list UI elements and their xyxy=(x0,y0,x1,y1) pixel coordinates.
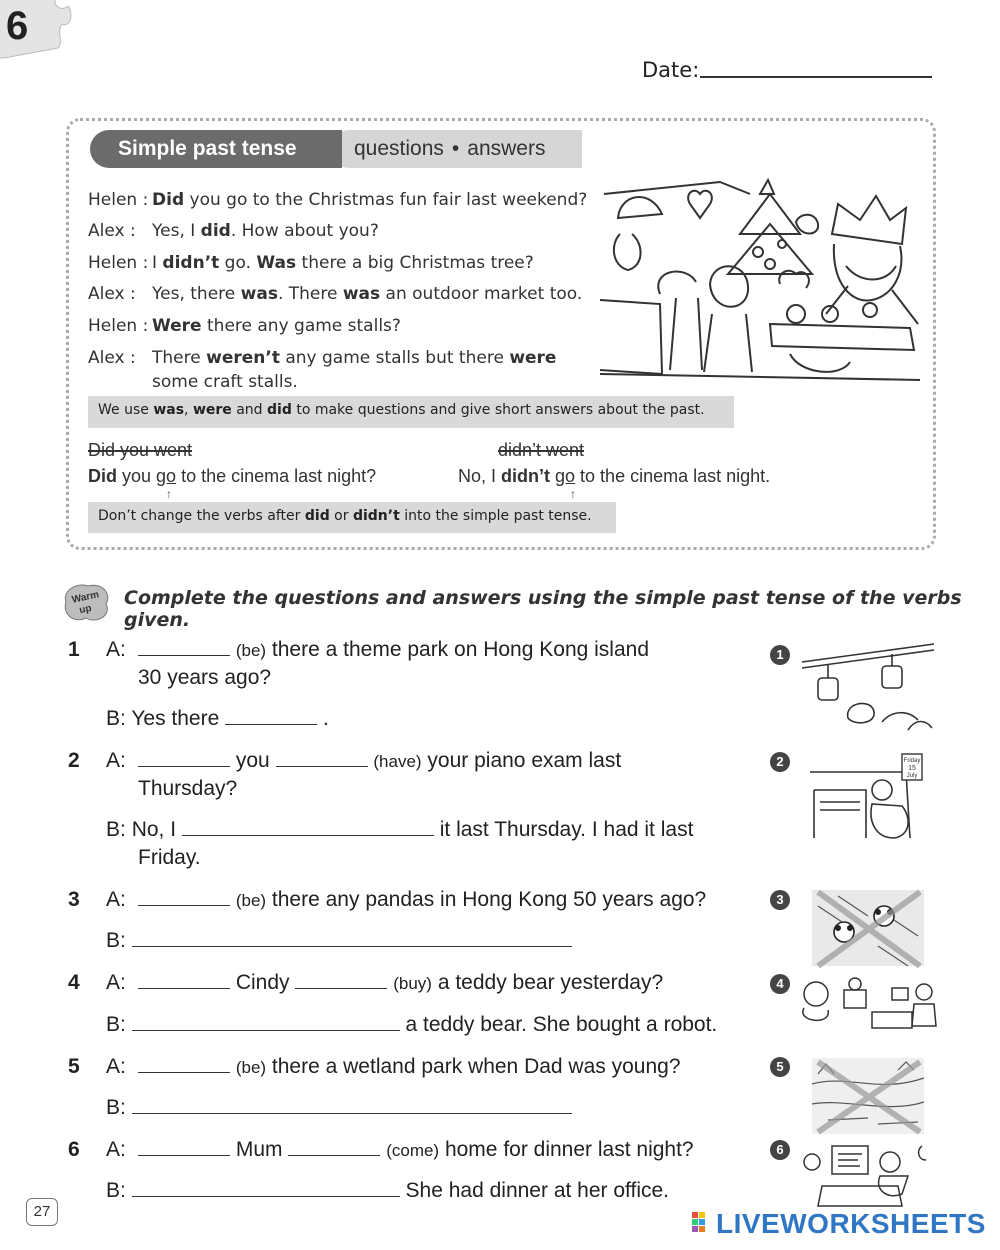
brand-wordmark[interactable]: LIVEWORKSHEETS xyxy=(716,1208,986,1239)
answer-blank[interactable] xyxy=(295,971,387,989)
dl-text: some craft stalls. xyxy=(152,371,298,392)
dl-bold: was xyxy=(240,284,278,305)
ex-underline: go xyxy=(156,466,177,486)
verb-hint: (have) xyxy=(373,752,422,771)
question-text: you xyxy=(235,749,270,772)
piano-exam-picture xyxy=(806,752,930,844)
dl-bold: Did xyxy=(152,189,185,210)
liveworksheets-logo-icon xyxy=(692,1212,712,1234)
dialogue-line xyxy=(88,342,608,394)
wetland-crossed-picture xyxy=(808,1054,932,1138)
question-number: 6 xyxy=(68,1138,80,1161)
b-label: B: xyxy=(106,929,126,952)
dl-text: . How about you? xyxy=(230,221,379,242)
ex-underline: go xyxy=(555,466,576,486)
answer-blank[interactable] xyxy=(138,638,230,656)
question-4-b xyxy=(106,1013,717,1037)
dl-text: there any game stalls? xyxy=(201,315,401,336)
subtitle-dot: • xyxy=(451,137,460,160)
question-4-a xyxy=(68,971,664,995)
date-field[interactable] xyxy=(700,76,932,78)
note-text: We use xyxy=(98,402,154,418)
warm-up-badge xyxy=(62,582,110,622)
b-label: B: xyxy=(106,1013,126,1036)
verb-hint: (be) xyxy=(235,891,267,910)
note-text: or xyxy=(329,508,353,524)
question-2-b-cont: Friday. xyxy=(138,846,201,869)
answer-text: a teddy bear. She bought a robot. xyxy=(405,1013,718,1036)
question-5-a xyxy=(68,1055,681,1079)
picture-number: 3 xyxy=(770,890,790,910)
speaker: Helen : xyxy=(88,315,149,336)
answer-blank[interactable] xyxy=(138,1138,230,1156)
b-label: B: xyxy=(106,707,126,730)
answer-text: No, I xyxy=(131,818,177,841)
verb-hint: (come) xyxy=(386,1141,440,1160)
badge-line-1: Warm xyxy=(70,589,101,606)
subtitle-questions: questions xyxy=(354,137,444,160)
dl-text: Yes, I xyxy=(152,221,201,242)
speaker: Helen : xyxy=(88,189,149,210)
question-number: 2 xyxy=(68,749,80,772)
arrow-up-icon: ↑ xyxy=(570,487,576,501)
question-6-b xyxy=(106,1179,669,1203)
picture-number: 5 xyxy=(770,1057,790,1077)
dl-bold: Was xyxy=(256,252,297,273)
note-text: into the simple past tense. xyxy=(399,508,592,524)
note-bold: were xyxy=(192,402,232,418)
toy-shop-picture xyxy=(792,972,942,1030)
question-2-b xyxy=(106,818,693,842)
note-bold: was xyxy=(153,402,185,418)
page-number: 27 xyxy=(26,1198,58,1226)
dl-bold: Were xyxy=(152,315,202,336)
ex-bold: Did xyxy=(88,466,117,486)
answer-blank[interactable] xyxy=(138,749,230,767)
speaker: Alex : xyxy=(88,284,136,305)
dialogue-line xyxy=(88,310,608,342)
answer-text: Yes there xyxy=(131,707,220,730)
answer-blank[interactable] xyxy=(288,1138,380,1156)
wrong-example-2: didn’t went xyxy=(498,440,585,460)
verb-hint: (buy) xyxy=(393,974,432,993)
ex-bold: didn’t xyxy=(501,466,550,486)
question-1-b xyxy=(106,707,329,731)
date-label: Date: xyxy=(642,58,700,82)
pandas-crossed-picture xyxy=(808,886,930,972)
dl-bold: did xyxy=(200,221,231,242)
unit-number: 6 xyxy=(6,4,29,48)
question-5-b xyxy=(106,1096,572,1120)
ex-text: you xyxy=(117,466,157,486)
dialogue-line xyxy=(88,216,608,248)
answer-blank[interactable] xyxy=(225,707,317,725)
question-text: a teddy bear yesterday? xyxy=(437,971,664,994)
b-label: B: xyxy=(106,818,126,841)
ex-text: No, I xyxy=(458,466,502,486)
calendar-month: July xyxy=(906,773,918,779)
a-label: A: xyxy=(106,971,126,994)
dl-text: I xyxy=(152,252,163,273)
dl-text: there a big Christmas tree? xyxy=(296,252,534,273)
dl-bold: didn’t xyxy=(162,252,220,273)
dl-text: any game stalls but there xyxy=(279,347,510,368)
speaker: Alex : xyxy=(88,221,136,242)
dl-text: . There xyxy=(277,284,343,305)
note-bold: didn’t xyxy=(352,508,400,524)
dialogue-line xyxy=(88,279,608,311)
dialogue xyxy=(88,184,608,394)
speaker: Alex : xyxy=(88,347,136,368)
answer-blank[interactable] xyxy=(138,1055,230,1073)
answer-text: it last Thursday. I had it last xyxy=(439,818,694,841)
question-number: 5 xyxy=(68,1055,80,1078)
rule-note-2 xyxy=(88,502,616,533)
a-label: A: xyxy=(106,888,126,911)
question-6-a xyxy=(68,1138,694,1162)
verb-hint: (be) xyxy=(235,1058,267,1077)
dialogue-line xyxy=(88,247,608,279)
note-text: to make questions and give short answers about the past. xyxy=(291,402,705,418)
rule-note-1 xyxy=(88,396,734,428)
badge-line-2: up xyxy=(78,602,93,617)
correct-example-1 xyxy=(88,466,376,487)
question-number: 1 xyxy=(68,638,80,661)
ex-text: to the cinema last night. xyxy=(575,466,771,486)
speaker: Helen : xyxy=(88,252,149,273)
calendar-date: 15 xyxy=(908,765,916,772)
note-text: Don’t change the verbs after xyxy=(98,508,305,524)
christmas-fair-illustration xyxy=(600,174,922,386)
dl-bold: was xyxy=(342,284,381,305)
answer-blank[interactable] xyxy=(276,749,368,767)
dialogue-line xyxy=(88,184,608,216)
a-label: A: xyxy=(106,749,126,772)
arrow-up-icon: ↑ xyxy=(166,487,172,501)
answer-blank[interactable] xyxy=(132,1013,400,1031)
instruction: Complete the questions and answers using the simple past tense of the verbs given. xyxy=(124,587,962,631)
question-text: Cindy xyxy=(235,971,290,994)
answer-blank[interactable] xyxy=(132,1179,400,1197)
picture-number: 4 xyxy=(770,974,790,994)
question-1-a xyxy=(68,638,649,662)
question-text: your piano exam last xyxy=(427,749,622,772)
answer-blank[interactable] xyxy=(138,888,230,906)
question-text: there a wetland park when Dad was young? xyxy=(271,1055,681,1078)
answer-blank[interactable] xyxy=(132,929,572,947)
picture-number: 6 xyxy=(770,1140,790,1160)
calendar-day: Friday xyxy=(903,758,921,764)
grammar-subtitle xyxy=(330,130,582,168)
dl-text: go. xyxy=(219,252,257,273)
question-text: Mum xyxy=(235,1138,283,1161)
answer-text: She had dinner at her office. xyxy=(405,1179,669,1202)
note-text: , xyxy=(184,402,193,418)
cable-car-picture xyxy=(798,640,936,736)
a-label: A: xyxy=(106,1055,126,1078)
note-bold: did xyxy=(304,508,330,524)
question-number: 3 xyxy=(68,888,80,911)
picture-number: 2 xyxy=(770,752,790,772)
note-text: and xyxy=(231,402,268,418)
a-label: A: xyxy=(106,1138,126,1161)
unit-badge xyxy=(0,0,74,62)
question-text: home for dinner last night? xyxy=(444,1138,694,1161)
grammar-title: Simple past tense xyxy=(90,130,342,168)
question-text: there a theme park on Hong Kong island xyxy=(271,638,649,661)
correct-example-2 xyxy=(458,466,770,487)
question-1-a-cont: 30 years ago? xyxy=(138,666,272,689)
question-3-a xyxy=(68,888,707,912)
office-dinner-picture xyxy=(798,1136,938,1212)
dl-text: Yes, there xyxy=(152,284,241,305)
question-2-a xyxy=(68,749,622,773)
answer-blank[interactable] xyxy=(182,818,434,836)
dl-text: you go to the Christmas fun fair last weekend? xyxy=(184,189,588,210)
question-2-a-cont: Thursday? xyxy=(138,777,238,800)
b-label: B: xyxy=(106,1179,126,1202)
note-bold: did xyxy=(267,402,292,418)
a-label: A: xyxy=(106,638,126,661)
question-3-b xyxy=(106,929,572,953)
dl-text: There xyxy=(152,347,207,368)
ex-text: to the cinema last night? xyxy=(176,466,377,486)
dl-bold: weren’t xyxy=(206,347,280,368)
question-text: there any pandas in Hong Kong 50 years ago? xyxy=(271,888,707,911)
answer-blank[interactable] xyxy=(132,1096,572,1114)
question-number: 4 xyxy=(68,971,80,994)
dl-text: an outdoor market too. xyxy=(380,284,583,305)
wrong-example-1: Did you went xyxy=(88,440,193,460)
verb-hint: (be) xyxy=(235,641,267,660)
subtitle-answers: answers xyxy=(467,137,546,160)
answer-text: . xyxy=(322,707,329,730)
b-label: B: xyxy=(106,1096,126,1119)
dl-bold: were xyxy=(509,347,557,368)
picture-number: 1 xyxy=(770,645,790,665)
answer-blank[interactable] xyxy=(138,971,230,989)
